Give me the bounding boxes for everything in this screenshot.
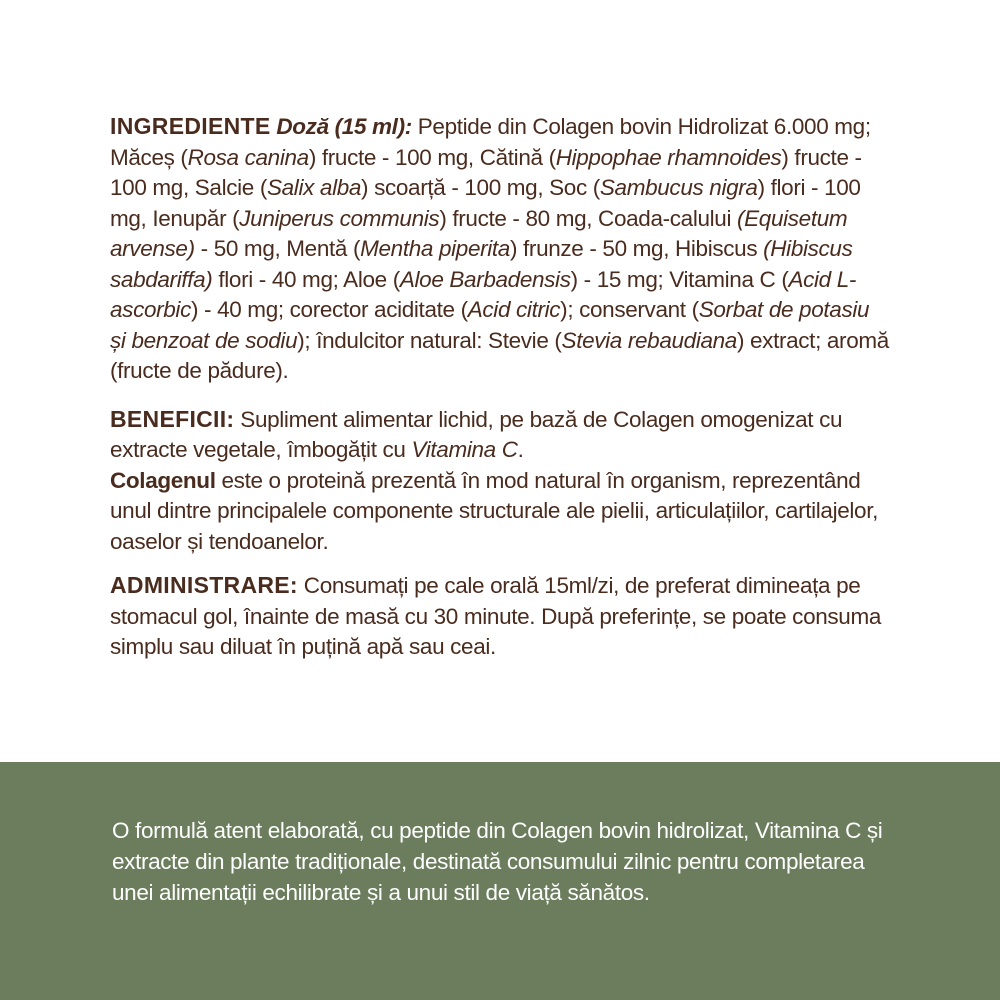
ingredients-text: ) scoarță - 100 mg, Soc ( (361, 175, 600, 200)
dose-label: Doză (15 ml): (276, 114, 412, 139)
collagen-term: Colagenul (110, 467, 216, 493)
ingredients-text: ) flori - 100 mg, Ienupăr ( (110, 175, 861, 231)
footer-banner (0, 762, 1000, 1000)
administration-paragraph (110, 570, 890, 663)
ingredients-label: INGREDIENTE (110, 113, 271, 139)
latin-name: Aloe Barbadensis (399, 266, 571, 292)
latin-name: Hippophae rhamnoides (555, 144, 782, 170)
ingredients-text: ); conservant ( (560, 297, 699, 322)
ingredients-text: - 50 mg, Mentă ( (194, 236, 361, 261)
latin-name: Acid L-ascorbic (110, 266, 857, 322)
benefits-paragraph (110, 404, 890, 558)
ingredients-text: ) fructe - 100 mg, Cătină ( (308, 144, 556, 170)
ingredients-text: ); îndulcitor natural: Stevie ( (297, 327, 562, 353)
ingredients-text: ) fructe - 100 mg, Salcie ( (110, 144, 862, 200)
vitamin-c-term: Vitamina C (411, 437, 518, 462)
ingredients-text: ) extract; aromă (fructe de pădure). (110, 327, 889, 383)
latin-name: Mentha piperita (360, 236, 510, 261)
ingredients-text: ) fructe - 80 mg, Coada-calului (439, 205, 737, 231)
latin-name: Sambucus nigra (599, 175, 758, 200)
administration-text: Consumați pe cale orală 15ml/zi, de preferat dimineața pe stomacul gol, înainte de masă cu 30 minute. După preferințe, se poate consuma simplu sau diluat în puțină apă sau ceai. (110, 573, 882, 659)
ingredients-text: ) - 15 mg; Vitamina C ( (570, 266, 789, 292)
latin-name: (Hibiscus sabdariffa) (110, 236, 853, 292)
latin-name: Rosa canina (187, 144, 309, 170)
latin-name: (Equisetum arvense) (110, 205, 848, 261)
footer-text: O formulă atent elaborată, cu peptide din Colagen bovin hidrolizat, Vitamina C și extracte din plante tradiționale, destinată consumului zilnic pentru completarea unei alimentații echilibrate și a unui stil de viață sănătos. (112, 818, 883, 905)
benefits-text: . (517, 437, 524, 462)
administration-label: ADMINISTRARE: (110, 572, 298, 598)
ingredients-text: Peptide din Colagen bovin Hidrolizat 6.000 mg; Măceș ( (110, 114, 871, 170)
ingredients-text: ) - 40 mg; corector aciditate ( (190, 297, 468, 322)
ingredients-paragraph (110, 111, 890, 387)
ingredients-text: flori - 40 mg; Aloe ( (212, 266, 400, 292)
latin-name: Juniperus communis (239, 205, 440, 231)
latin-name: Salix alba (266, 175, 362, 200)
latin-name: Acid citric (467, 297, 561, 322)
benefits-text: este o proteină prezentă în mod natural în organism, reprezentând unul dintre principalele componente structurale ale pielii, articulațiilor, cartilajelor, oaselor și tendoanelor. (110, 467, 879, 554)
latin-name: Sorbat de potasiu și benzoat de sodiu (110, 297, 870, 353)
benefits-label: BENEFICII: (110, 405, 235, 432)
ingredients-text: ) frunze - 50 mg, Hibiscus (509, 236, 764, 261)
latin-name: Stevia rebaudiana (561, 327, 737, 353)
product-info-content (110, 111, 890, 663)
benefits-text: Supliment alimentar lichid, pe bază de Colagen omogenizat cu extracte vegetale, îmbogățit cu (110, 406, 843, 462)
